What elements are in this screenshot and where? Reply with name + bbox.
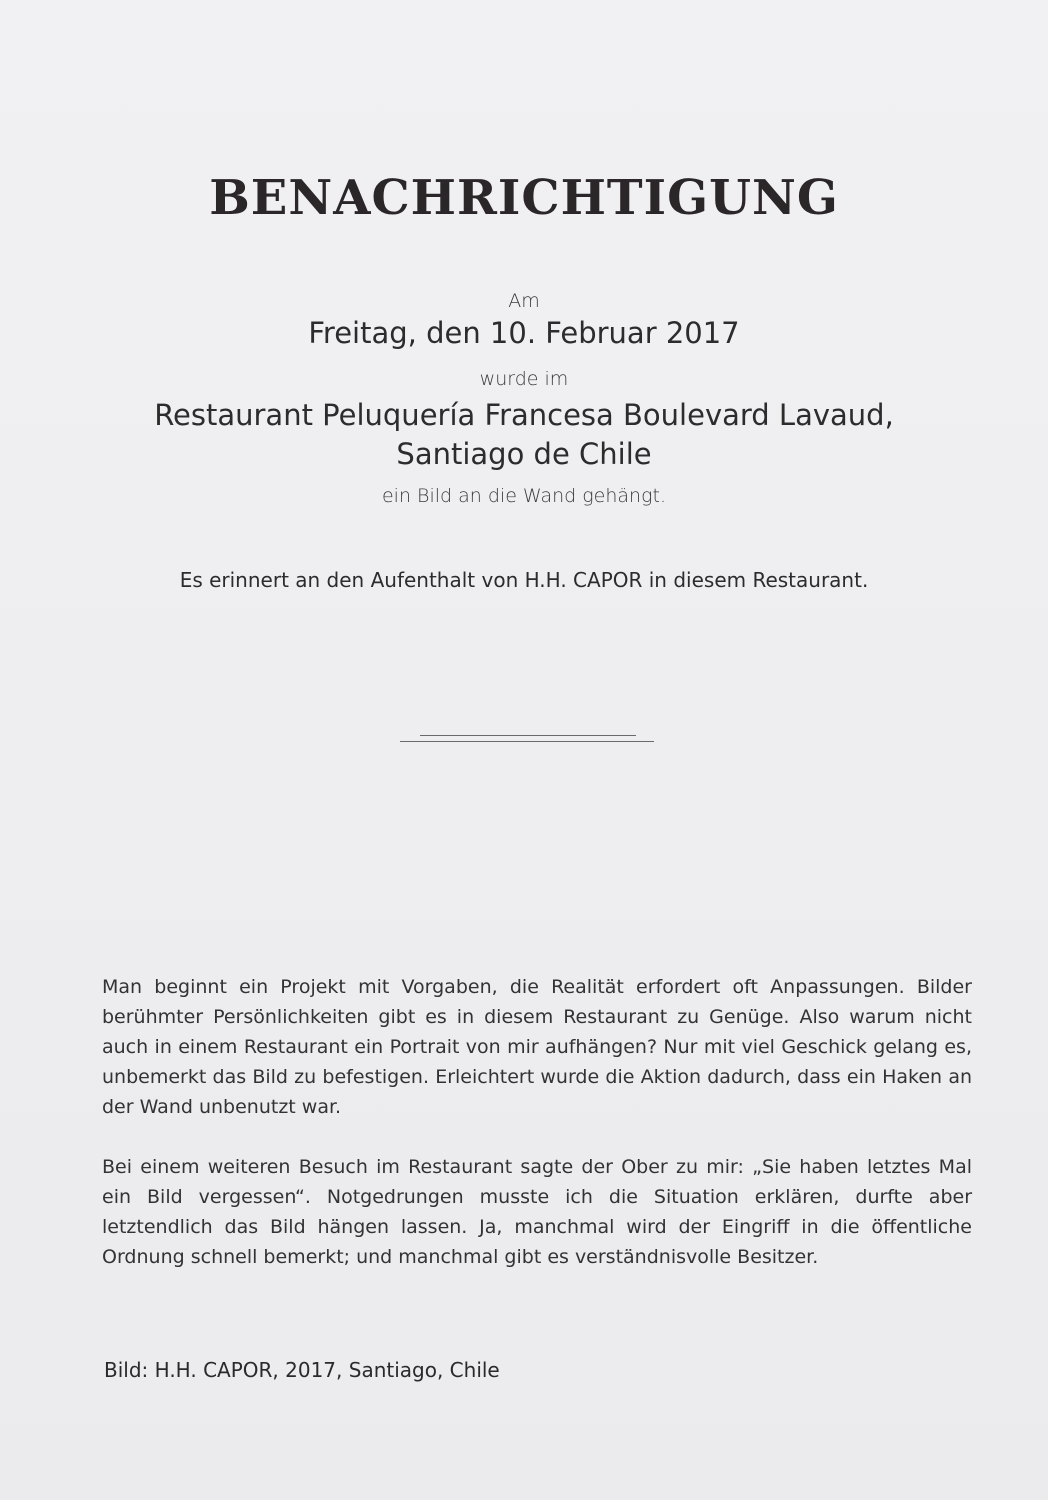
am-line: Am — [508, 290, 540, 312]
body-paragraph-1: Man beginnt ein Projekt mit Vorgaben, die Realität erfordert oft Anpassungen. Bilder berühmter Persönlichkeiten gibt es in diesem Restaurant zu Genüge. Also warum nicht auch in einem Restaurant ein Portrait von mir aufhängen? Nur mit viel Geschick gelang es, unbemerkt das Bild zu befestigen. Erleichtert wurde die Aktion dadurch, dass ein Haken an der Wand unbenutzt war. — [102, 976, 972, 1118]
date-line: Freitag, den 10. Februar 2017 — [308, 316, 740, 350]
divider-line-top — [420, 735, 636, 736]
body-paragraph-2: Bei einem weiteren Besuch im Restaurant sagte der Ober zu mir: „Sie haben letztes Mal ein Bild vergessen“. Notgedrungen musste ich die Situation erklären, durfte aber letztendlich das Bild hängen lassen. Ja, manchmal wird der Eingriff in die öffentliche Ordnung schnell bemerkt; und manchmal gibt es verständnisvolle Besitzer. — [102, 1156, 972, 1268]
place-line-1: Restaurant Peluquería Francesa Boulevard Lavaud, — [154, 398, 894, 432]
page-title: BENACHRICHTIGUNG — [209, 170, 839, 226]
bild-line: ein Bild an die Wand gehängt. — [381, 485, 666, 507]
divider-line-bottom — [400, 741, 654, 742]
image-caption: Bild: H.H. CAPOR, 2017, Santiago, Chile — [104, 1358, 500, 1382]
memo-line: Es erinnert an den Aufenthalt von H.H. CAPOR in diesem Restaurant. — [179, 568, 869, 592]
wurde-im-line: wurde im — [479, 368, 569, 390]
signature-divider — [400, 735, 654, 743]
place-line-2: Santiago de Chile — [396, 437, 652, 471]
